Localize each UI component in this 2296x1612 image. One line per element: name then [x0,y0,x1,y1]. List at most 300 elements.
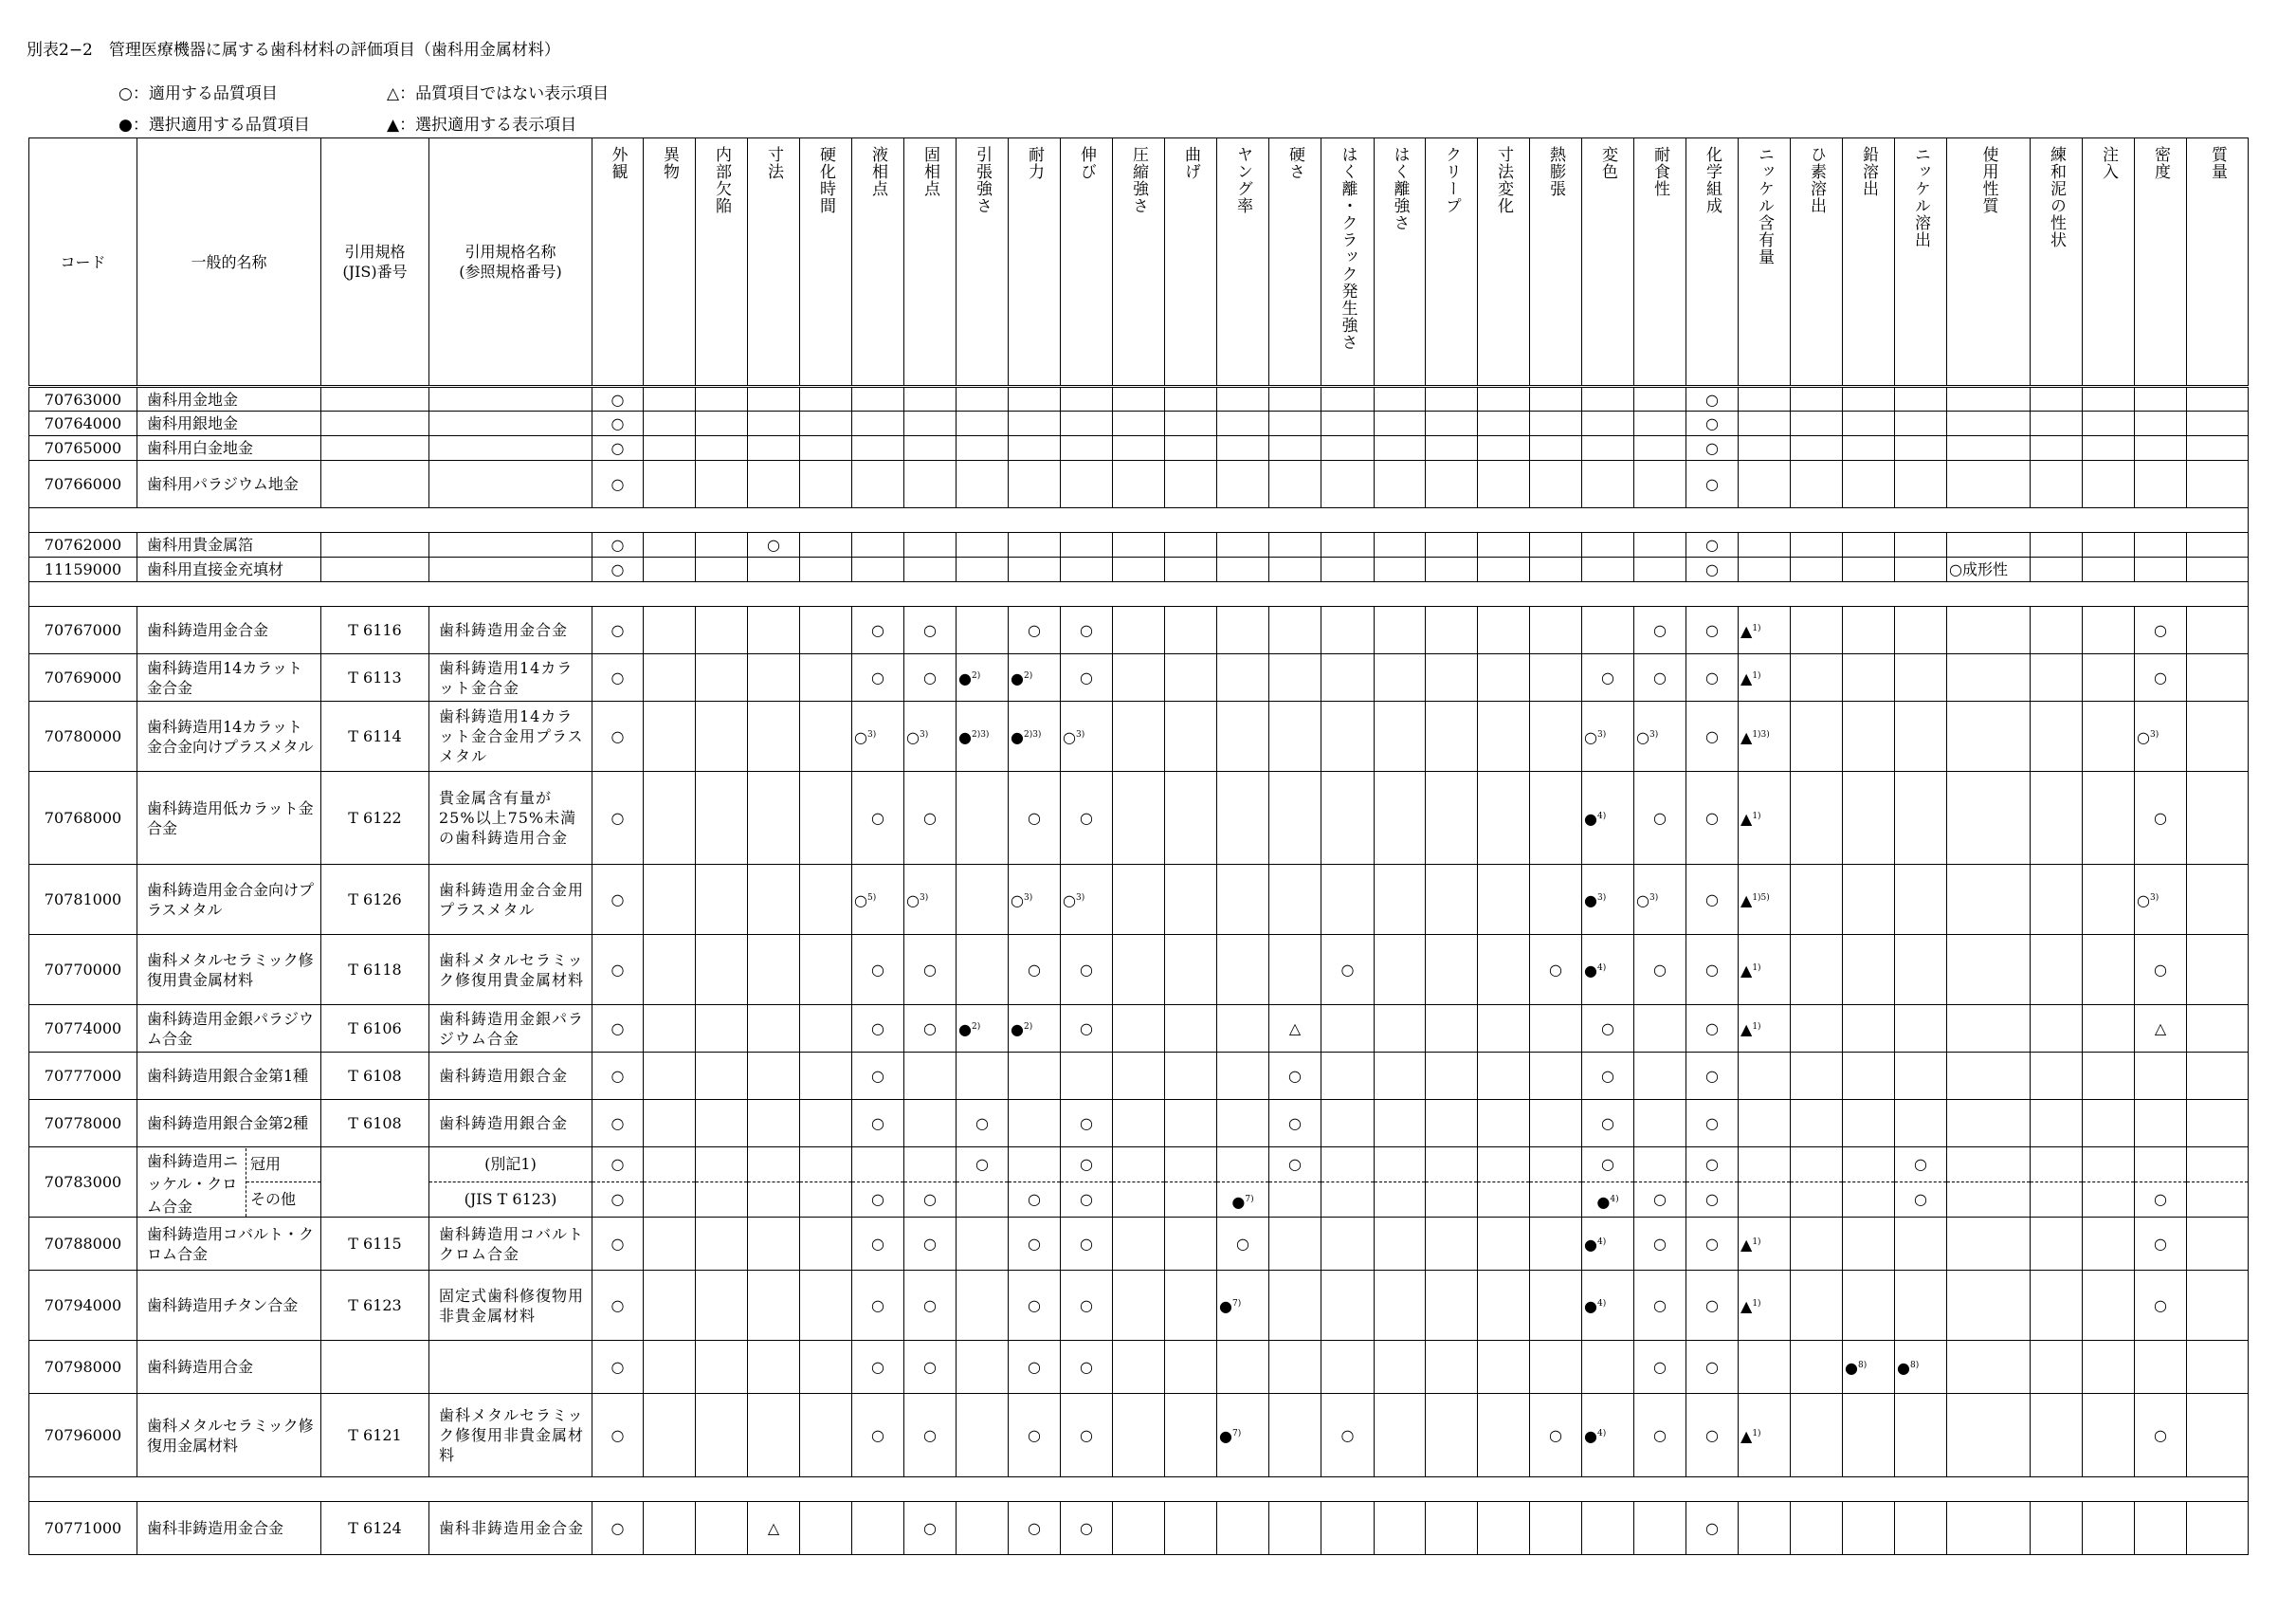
mark-cell [1321,558,1375,582]
mark-cell [1478,654,1530,702]
mark-cell [957,1341,1009,1394]
mark-top [2031,1148,2082,1183]
mark-bottom [1530,1182,1581,1217]
mark-cell [1009,461,1061,508]
mark-cell [696,1100,748,1147]
mark-cell [1582,1218,1634,1271]
mark-cell [2187,1218,2249,1271]
header-item [2135,138,2187,387]
mark-symbol: ○ [1080,1296,1093,1314]
mark-bottom [2135,1182,2186,1217]
mark-cell [1113,1394,1165,1477]
mark-cell [1061,1005,1113,1053]
mark-bottom [1686,1182,1738,1217]
mark-cell-split [1165,1147,1217,1218]
mark-cell [1269,702,1321,772]
header-item [1739,138,1791,387]
mark-cell [1895,702,1947,772]
mark-cell [1061,461,1113,508]
mark-note: 8) [1857,1361,1868,1370]
mark-cell [1947,607,2031,654]
mark-cell [1895,1394,1947,1477]
mark-cell [592,772,644,865]
mark-symbol: ● [1584,1427,1597,1445]
mark-cell [748,607,800,654]
mark-cell [2135,1394,2187,1477]
mark-cell [2031,436,2083,461]
mark-top [1165,1148,1216,1183]
mark-cell [1321,654,1375,702]
mark-cell [2031,461,2083,508]
mark-bottom [1582,1182,1633,1217]
mark-cell [1739,1218,1791,1271]
mark-symbol: ○ [610,1235,625,1253]
mark-symbol: ○ [2154,961,2167,979]
header-row [29,138,2249,387]
mark-symbol: ○ [610,1296,625,1314]
mark-cell-split [1947,1147,2031,1218]
mark-symbol: ○ [1914,1154,1927,1173]
mark-symbol: ○ [610,414,625,432]
mark-cell [1426,412,1478,436]
row-ref: 歯科非鋳造用金合金 [429,1502,592,1555]
mark-cell [1791,436,1843,461]
mark-cell [644,533,696,558]
mark-cell [800,702,852,772]
mark-cell [696,1005,748,1053]
mark-cell [1113,461,1165,508]
row-ref: 歯科鋳造用銀合金 [429,1100,592,1147]
mark-cell [1426,702,1478,772]
mark-cell [2187,1341,2249,1394]
mark-cell [852,702,904,772]
mark-cell [1634,1005,1686,1053]
mark-cell [904,436,957,461]
mark-cell [1582,772,1634,865]
table-row [29,1218,2249,1271]
mark-cell [1791,1100,1843,1147]
mark-note: 1) [1752,1237,1761,1247]
mark-cell [2187,1271,2249,1341]
mark-cell [1947,1100,2031,1147]
split-box [1582,1148,1633,1217]
mark-cell [1113,607,1165,654]
mark-symbol: ○ [1549,1426,1562,1444]
mark-cell [1947,461,2031,508]
row-ref: 貴金属含有量が25%以上75%未満の歯科鋳造用合金 [429,772,592,865]
mark-cell [2083,1005,2135,1053]
header-item [696,138,748,387]
mark-cell [1843,1005,1895,1053]
header-item-label: 固相点 [920,146,939,197]
mark-symbol: ○ [1653,961,1667,979]
mark-cell [2187,935,2249,1005]
mark-cell [1739,436,1791,461]
mark-cell [1791,1271,1843,1341]
mark-symbol: ○ [610,1067,625,1085]
mark-cell [2083,387,2135,412]
mark-symbol: ○ [1705,669,1719,687]
mark-cell [852,533,904,558]
mark-symbol: ○ [871,1114,884,1132]
mark-cell [2135,1100,2187,1147]
mark-cell [800,387,852,412]
mark-cell [644,1053,696,1100]
mark-cell [1843,1053,1895,1100]
mark-symbol: ▲ [1740,622,1753,640]
mark-cell [800,1100,852,1147]
mark-cell [800,1502,852,1555]
mark-symbol: ○ [1080,961,1093,979]
split-box [2187,1148,2248,1217]
page-title: 別表2−2 管理医療機器に属する歯科材料の評価項目（歯科用金属材料） [27,41,560,60]
mark-cell [592,935,644,1005]
table-row [29,607,2249,654]
mark-cell-split [1426,1147,1478,1218]
mark-cell-split [1269,1147,1321,1218]
mark-cell [592,558,644,582]
mark-cell [696,436,748,461]
mark-cell [1113,702,1165,772]
header-item [852,138,904,387]
mark-symbol: ○ [1705,1114,1719,1132]
header-item [1165,138,1217,387]
mark-cell [1321,1053,1375,1100]
mark-cell [800,1053,852,1100]
header-item [1530,138,1582,387]
mark-cell [957,461,1009,508]
mark-cell [2135,461,2187,508]
row-ref [429,412,592,436]
mark-cell [904,702,957,772]
mark-note: 1)3) [1752,730,1770,740]
mark-cell [904,387,957,412]
split-box [696,1148,747,1217]
mark-note: 4) [1596,1299,1607,1309]
mark-top [1582,1148,1633,1182]
mark-cell [1478,935,1530,1005]
mark-cell [1739,412,1791,436]
mark-cell [1165,533,1217,558]
mark-cell [1009,772,1061,865]
mark-symbol: ○ [1705,1235,1719,1253]
mark-cell [2031,1005,2083,1053]
mark-cell [1478,607,1530,654]
mark-cell [2187,558,2249,582]
mark-cell [2187,1005,2249,1053]
mark-cell [2187,865,2249,935]
mark-cell [2135,436,2187,461]
header-item [1269,138,1321,387]
mark-cell [1791,387,1843,412]
mark-symbol: ○ [871,1019,884,1037]
mark-cell [800,558,852,582]
mark-cell [1375,607,1426,654]
mark-cell [2135,1218,2187,1271]
mark-cell [1061,1271,1113,1341]
mark-cell [592,1502,644,1555]
row-ref [429,461,592,508]
mark-cell [1217,1053,1269,1100]
mark-cell [1426,461,1478,508]
mark-symbol: ○ [1080,1154,1093,1173]
mark-symbol: ○ [1705,1189,1719,1208]
mark-cell [957,558,1009,582]
mark-symbol: ○ [1653,621,1667,639]
mark-top [1269,1148,1321,1183]
mark-symbol: ○ [1914,1189,1927,1208]
header-item-label: はく離・クラック発生強さ [1338,146,1358,351]
mark-cell [644,702,696,772]
mark-symbol: ○ [1236,1235,1249,1253]
mark-cell [696,387,748,412]
mark-cell [1426,1502,1478,1555]
mark-bottom [1113,1182,1164,1217]
split-box [1791,1148,1842,1217]
mark-cell [1582,387,1634,412]
mark-cell [1375,436,1426,461]
mark-symbol: ○ [1705,536,1719,554]
mark-cell [2135,533,2187,558]
mark-note: 3) [2149,730,2159,740]
mark-cell [1686,1100,1739,1147]
mark-cell [1843,412,1895,436]
mark-cell [800,533,852,558]
header-item [1061,138,1113,387]
mark-bottom [800,1182,851,1217]
mark-cell [1269,1394,1321,1477]
mark-cell [1009,533,1061,558]
mark-cell [957,1100,1009,1147]
mark-symbol: ○ [1080,621,1093,639]
mark-cell [748,436,800,461]
mark-cell [2031,1100,2083,1147]
mark-cell [1269,1271,1321,1341]
row-name: 歯科メタルセラミック修復用金属材料 [137,1394,321,1477]
mark-cell [957,387,1009,412]
table-row [29,1341,2249,1394]
mark-symbol: ○ [610,1519,625,1537]
mark-cell [1165,935,1217,1005]
row-code: 70763000 [29,387,137,412]
split-box [1478,1148,1529,1217]
mark-cell [2083,607,2135,654]
mark-cell [592,702,644,772]
mark-note: 3) [1596,730,1607,740]
mark-cell [1375,654,1426,702]
mark-symbol: ▲ [1740,1427,1753,1445]
mark-cell [1686,607,1739,654]
mark-cell [592,436,644,461]
mark-bottom [1269,1182,1321,1217]
mark-cell [1426,1341,1478,1394]
mark-top [852,1148,903,1182]
mark-symbol: ○ [923,1358,937,1376]
mark-cell [1009,1100,1061,1147]
mark-cell [1375,1053,1426,1100]
mark-top [1478,1148,1529,1183]
mark-cell [1582,702,1634,772]
row-ref: 歯科メタルセラミック修復用貴金属材料 [429,935,592,1005]
mark-top [1686,1148,1738,1182]
mark-cell [1895,1053,1947,1100]
mark-cell [1478,558,1530,582]
mark-cell [1217,1005,1269,1053]
mark-cell [1165,1502,1217,1555]
mark-top [904,1148,956,1182]
mark-symbol: ○ [610,1426,625,1444]
ref-crown: (別記1) [429,1148,592,1182]
mark-cell [1530,558,1582,582]
mark-cell [1895,387,1947,412]
row-code: 11159000 [29,558,137,582]
mark-cell [1165,1053,1217,1100]
header-item [1947,138,2031,387]
mark-symbol: ○ [610,475,625,493]
nickel-sub [246,1148,320,1217]
mark-cell [957,865,1009,935]
mark-cell-split [2083,1147,2135,1218]
mark-symbol: ○ [871,669,884,687]
mark-cell [644,436,696,461]
mark-symbol: ○ [610,621,625,639]
mark-symbol: ○ [610,1154,625,1173]
mark-cell [1791,607,1843,654]
header-item [748,138,800,387]
mark-cell [1217,865,1269,935]
mark-cell [1321,1005,1375,1053]
header-item [1321,138,1375,387]
mark-cell-split [800,1147,852,1218]
mark-cell [748,558,800,582]
header-item [1426,138,1478,387]
mark-symbol: ○ [906,728,920,746]
row-jis [321,436,429,461]
mark-cell [1009,607,1061,654]
mark-cell [2187,1053,2249,1100]
mark-cell [1895,654,1947,702]
header-item [2031,138,2083,387]
mark-cell [1530,654,1582,702]
mark-cell [592,1053,644,1100]
row-jis: T 6118 [321,935,429,1005]
mark-cell-split [592,1147,644,1218]
mark-symbol: ○ [1080,1358,1093,1376]
mark-cell [1426,1005,1478,1053]
mark-cell [1269,1502,1321,1555]
mark-cell [2135,412,2187,436]
row-name: 歯科鋳造用金合金 [137,607,321,654]
mark-cell [1061,387,1113,412]
mark-cell [1165,1218,1217,1271]
row-ref [429,436,592,461]
mark-cell [1269,654,1321,702]
sub-other: その他 [250,1189,297,1208]
row-ref: 歯科鋳造用コバルトクロム合金 [429,1218,592,1271]
table-row [29,1100,2249,1147]
mark-cell [1530,533,1582,558]
mark-cell [748,1341,800,1394]
mark-cell [1061,772,1113,865]
mark-cell [1686,865,1739,935]
mark-cell [748,1218,800,1271]
mark-symbol: ○ [1705,727,1719,745]
mark-cell [1375,1218,1426,1271]
header-item-label: 硬化時間 [816,146,835,214]
mark-cell [1582,654,1634,702]
mark-cell [800,654,852,702]
mark-cell [2187,607,2249,654]
mark-cell-split [2031,1147,2083,1218]
mark-cell [957,1271,1009,1341]
mark-cell [2031,387,2083,412]
mark-cell [2031,412,2083,436]
mark-cell [1321,702,1375,772]
mark-cell [1582,1502,1634,1555]
row-jis: T 6113 [321,654,429,702]
mark-symbol: ○ [610,1189,625,1208]
row-jis [321,533,429,558]
header-item-label: 使用性質 [1978,146,1998,214]
mark-cell [904,1005,957,1053]
mark-cell [1843,533,1895,558]
mark-symbol: ○ [2154,1296,2167,1314]
mark-symbol: ○ [871,961,884,979]
mark-cell [1739,1100,1791,1147]
mark-cell [2083,558,2135,582]
header-item-label: 注入 [2099,146,2118,180]
mark-cell [1634,436,1686,461]
mark-cell [1113,935,1165,1005]
mark-symbol: ○ [610,669,625,687]
mark-cell [957,607,1009,654]
mark-cell [2031,1502,2083,1555]
mark-cell [696,654,748,702]
row-code: 70794000 [29,1271,137,1341]
row-name: 歯科鋳造用チタン合金 [137,1271,321,1341]
mark-cell [1217,436,1269,461]
header-item [1634,138,1686,387]
mark-cell [852,865,904,935]
mark-bottom [1634,1182,1686,1217]
row-name: 歯科鋳造用コバルト・クロム合金 [137,1218,321,1271]
mark-cell [2083,654,2135,702]
mark-cell-split [1217,1147,1269,1218]
mark-cell [1686,461,1739,508]
mark-top [1217,1148,1268,1182]
mark-cell [1791,412,1843,436]
mark-cell [2031,865,2083,935]
mark-symbol: ○ [923,621,937,639]
mark-cell [2031,607,2083,654]
mark-symbol: ● [1584,810,1597,828]
mark-note: 2) [1023,671,1033,681]
table-row [29,935,2249,1005]
mark-cell [1478,1005,1530,1053]
mark-cell [1739,654,1791,702]
header-item-label: 練和泥の性状 [2047,146,2066,248]
mark-cell [1895,607,1947,654]
mark-cell [1895,772,1947,865]
mark-cell [644,1005,696,1053]
header-item [2083,138,2135,387]
mark-cell [748,702,800,772]
mark-cell [1375,461,1426,508]
mark-cell [2031,1394,2083,1477]
mark-cell [1739,387,1791,412]
mark-cell [1582,607,1634,654]
mark-bottom [1791,1182,1842,1217]
